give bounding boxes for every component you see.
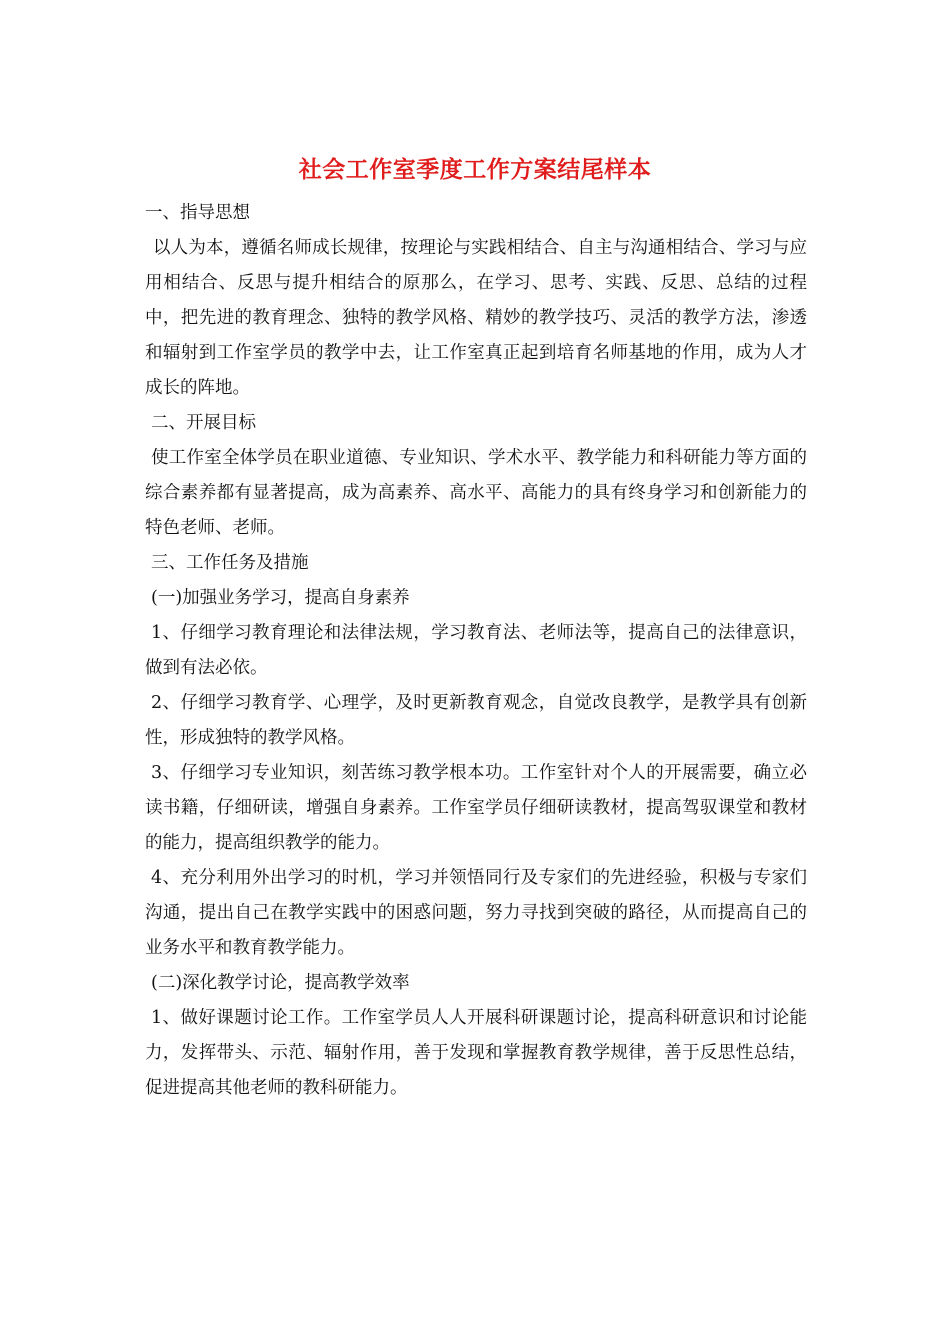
- subheading-business-study: (一)加强业务学习，提高自身素养: [151, 588, 410, 608]
- document-title: 社会工作室季度工作方案结尾样本: [298, 156, 652, 183]
- section-heading-tasks: 三、工作任务及措施: [151, 553, 309, 573]
- list-item-study-4: 4、充分利用外出学习的时机，学习并领悟同行及专家们的先进经验，积极与专家们沟通，提出自己在教学实践中的困惑问题，努力寻找到突破的路径，从而提高自己的业务水平和教育教学能力。: [145, 868, 807, 958]
- paragraph-guiding-ideology: 以人为本，遵循名师成长规律，按理论与实践相结合、自主与沟通相结合、学习与应用相结合、反思与提升相结合的原那么，在学习、思考、实践、反思、总结的过程中，把先进的教育理念、独特的教学风格、精妙的教学技巧、灵活的教学方法，渗透和辐射到工作室学员的教学中去，让工作室真正起到培育名师基地的作用，成为人才成长的阵地。: [145, 238, 807, 398]
- list-item-study-3: 3、仔细学习专业知识，刻苦练习教学根本功。工作室针对个人的开展需要，确立必读书籍，仔细研读，增强自身素养。工作室学员仔细研读教材，提高驾驭课堂和教材的能力，提高组织教学的能力。: [145, 763, 807, 853]
- paragraph-goals: 使工作室全体学员在职业道德、专业知识、学术水平、教学能力和科研能力等方面的综合素养都有显著提高，成为高素养、高水平、高能力的具有终身学习和创新能力的特色老师、老师。: [145, 448, 807, 538]
- section-heading-guiding-ideology: 一、指导思想: [145, 203, 250, 223]
- list-item-discussion-1: 1、做好课题讨论工作。工作室学员人人开展科研课题讨论，提高科研意识和讨论能力，发挥带头、示范、辐射作用，善于发现和掌握教育教学规律，善于反思性总结，促进提高其他老师的教科研能力。: [145, 1008, 807, 1098]
- list-item-study-1: 1、仔细学习教育理论和法律法规，学习教育法、老师法等，提高自己的法律意识，做到有法必依。: [145, 623, 807, 678]
- section-heading-goals: 二、开展目标: [151, 413, 256, 433]
- subheading-teaching-discussion: (二)深化教学讨论，提高教学效率: [151, 973, 410, 993]
- list-item-study-2: 2、仔细学习教育学、心理学，及时更新教育观念，自觉改良教学，是教学具有创新性，形成独特的教学风格。: [145, 693, 807, 748]
- document-body: [145, 196, 807, 1106]
